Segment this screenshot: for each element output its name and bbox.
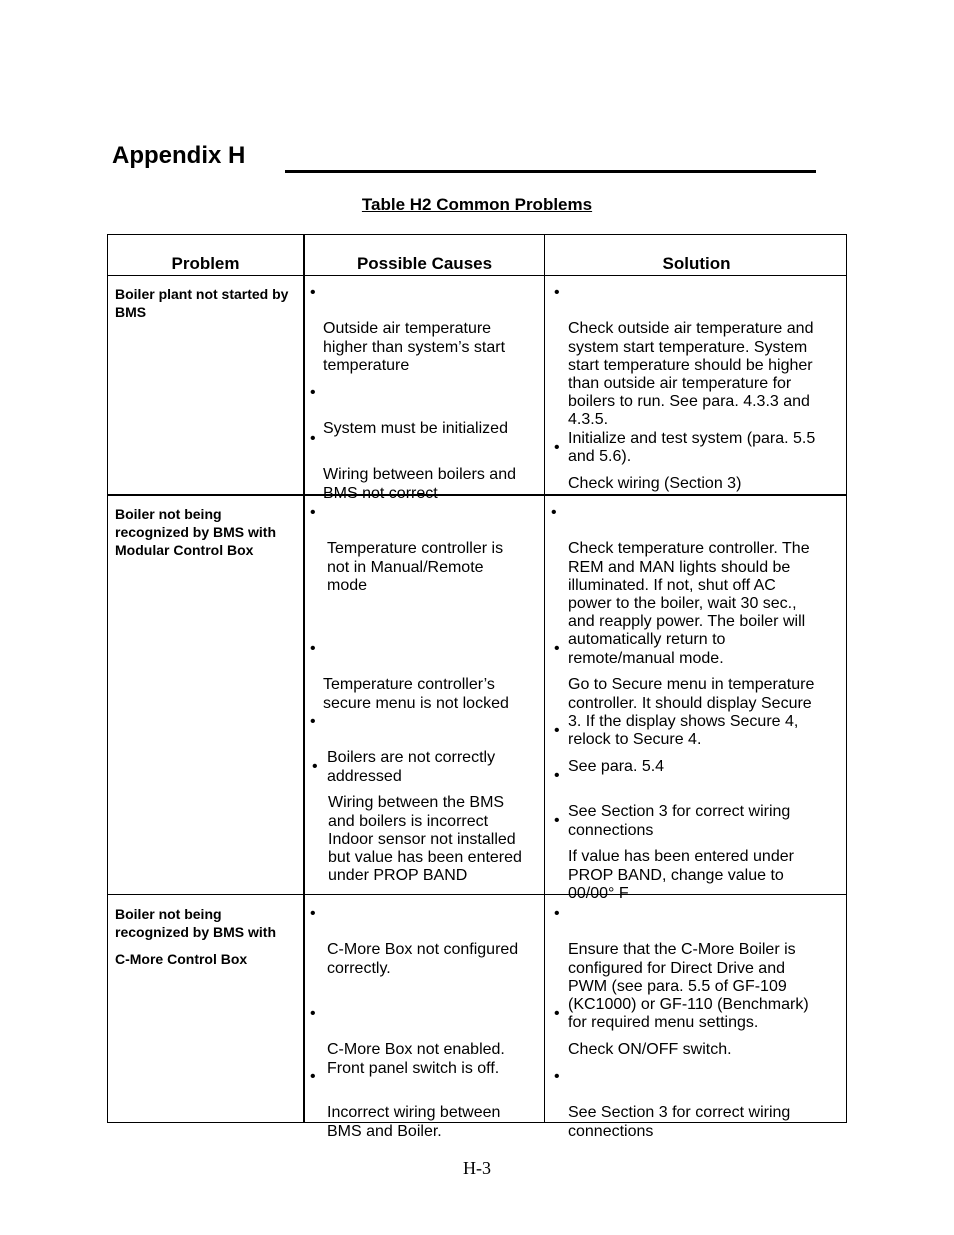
solution-text: Ensure that the C-More Boiler is configured for Direct Drive and PWM (see para. 5.5 of GF-109 (KC1000) or GF-110 (Benchmark) for required menu settings. (568, 941, 809, 1032)
column-divider (303, 235, 305, 1122)
column-header-solution: Solution (662, 254, 731, 273)
appendix-heading: Appendix H (112, 142, 246, 169)
column-header-problem: Problem (171, 254, 240, 273)
solution-text: Check temperature controller. The REM and MAN lights should be illuminated. If not, shut off AC power to the boiler, wait 30 sec., and reapply power. The boiler will automatically return to remote/manual mode. (568, 540, 810, 667)
bullet: • (310, 1005, 316, 1022)
cause-text: Temperature controller is not in Manual/Remote mode (327, 540, 504, 594)
solution-text: Check ON/OFF switch. (568, 1041, 732, 1059)
solution-item (554, 439, 840, 512)
bullet: • (310, 905, 316, 922)
problem-cell: Boiler not being recognized by BMS with (115, 906, 277, 940)
bullet: • (554, 1005, 560, 1022)
bullet: • (310, 640, 316, 657)
solution-text: See para. 5.4 (568, 758, 665, 776)
cause-text: Temperature controller’s secure menu is not locked (323, 676, 509, 712)
bullet: • (310, 1068, 316, 1085)
problem-cell-continued: C-More Control Box (115, 951, 248, 967)
solution-text: If value has been entered under PROP BAND, change value to 00/00° F (568, 848, 794, 902)
solution-text: Check outside air temperature and system start temperature. System start temperature should be higher than outside air temperature for boilers to run. See para. 4.3.3 and 4.3.5. Initialize and test system (para. 5.5 and 5.6). (568, 320, 816, 465)
heading-rule (285, 170, 816, 173)
header-divider (108, 275, 846, 276)
column-header-possible-causes: Possible Causes (356, 254, 493, 273)
solution-text: See Section 3 for correct wiring connections (568, 1104, 791, 1140)
cause-text: Wiring between boilers and BMS not correct (323, 466, 516, 502)
cause-text: C-More Box not configured correctly. (327, 941, 519, 977)
bullet: • (554, 767, 560, 784)
bullet: • (312, 758, 318, 775)
cause-item (310, 504, 540, 613)
cause-item (310, 284, 540, 393)
cause-text: C-More Box not enabled. Front panel switch is off. (327, 1041, 505, 1077)
cause-text: System must be initialized (323, 420, 508, 438)
column-divider (544, 235, 545, 1122)
solution-text: See Section 3 for correct wiring connections (568, 803, 791, 839)
page-number: H-3 (463, 1158, 491, 1178)
solution-item (554, 1005, 840, 1078)
table-caption: Table H2 Common Problems (361, 195, 593, 214)
bullet: • (554, 905, 560, 922)
bullet: • (554, 439, 560, 456)
cause-text: Wiring between the BMS and boilers is incorrect Indoor sensor not installed but value has been entered under PROP BAND (328, 794, 522, 885)
bullet: • (310, 713, 316, 730)
bullet: • (310, 284, 316, 301)
bullet: • (554, 812, 560, 829)
bullet: • (310, 384, 316, 401)
bullet: • (554, 722, 560, 739)
solution-item (554, 1068, 840, 1159)
bullet: • (310, 430, 316, 447)
cause-text: Incorrect wiring between BMS and Boiler. (327, 1104, 501, 1140)
bullet: • (310, 504, 316, 521)
cause-item (310, 1068, 540, 1159)
bullet: • (554, 284, 560, 301)
bullet: • (554, 1068, 560, 1085)
bullet: • (554, 640, 560, 657)
solution-text: Check wiring (Section 3) (568, 475, 742, 493)
problem-cell: Boiler not being recognized by BMS with Modular Control Box (115, 506, 277, 558)
cause-item (310, 905, 540, 996)
solution-text: Go to Secure menu in temperature controller. It should display Secure 3. If the display shows Secure 4, relock to Secure 4. (568, 676, 815, 749)
cause-text: Boilers are not correctly addressed (327, 749, 496, 785)
cause-text: Outside air temperature higher than system’s start temperature (323, 320, 506, 374)
problem-cell: Boiler plant not started by BMS (115, 286, 289, 320)
common-problems-table (107, 234, 847, 1140)
cause-item (310, 758, 540, 904)
bullet: • (551, 504, 557, 521)
